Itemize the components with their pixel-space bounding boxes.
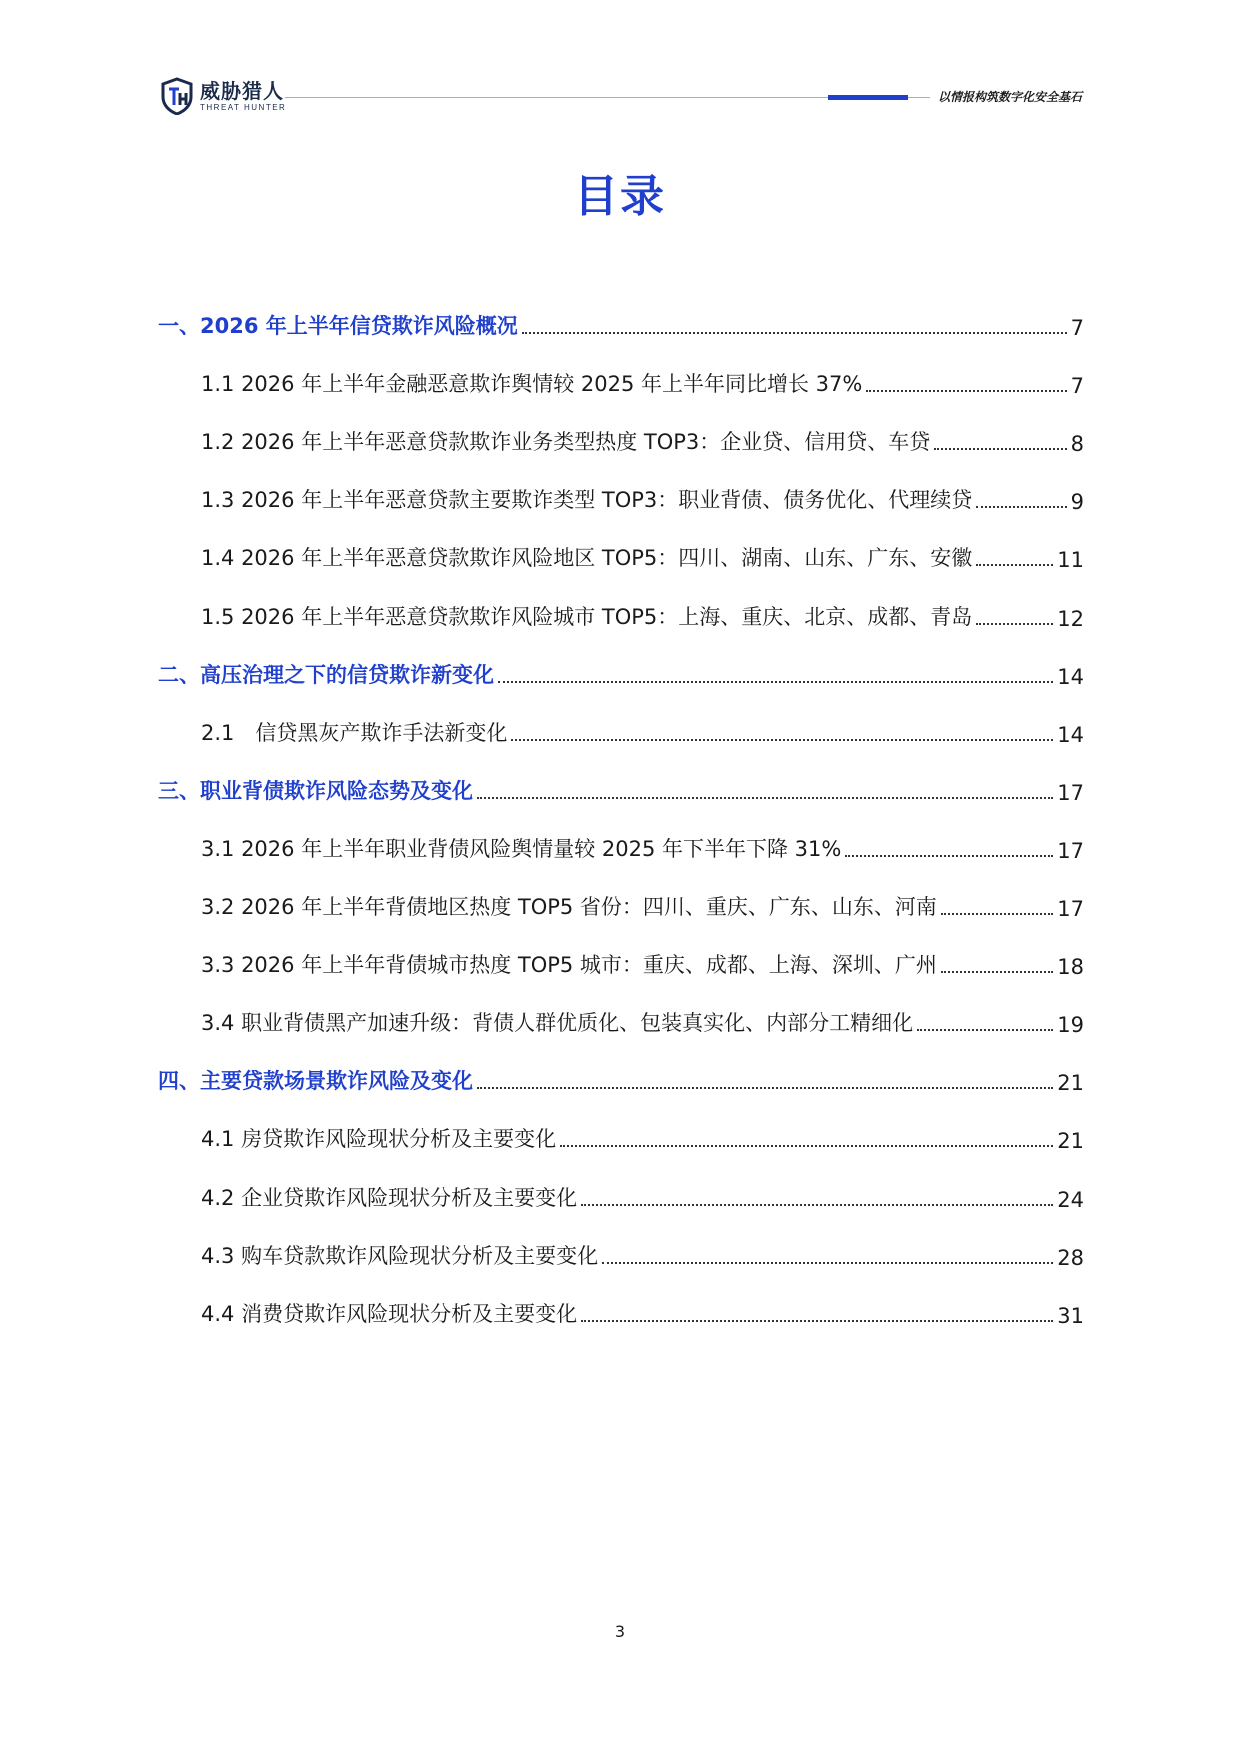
toc-entry-label: 1.3 2026 年上半年恶意贷款主要欺诈类型 TOP3：职业背债、债务优化、代理续贷 <box>201 488 973 513</box>
toc-dot-leader <box>477 797 1053 799</box>
toc-section-entry[interactable] <box>158 769 1084 805</box>
toc-dot-leader <box>560 1145 1053 1147</box>
toc-entry-label: 3.1 2026 年上半年职业背债风险舆情量较 2025 年下半年下降 31% <box>201 836 842 861</box>
toc-section-entry[interactable] <box>158 653 1084 689</box>
toc-page-number: 17 <box>1057 838 1084 863</box>
logo-english-name: THREAT HUNTER <box>200 102 287 112</box>
toc-subsection-entry[interactable] <box>201 1234 1084 1270</box>
toc-entry-label: 2.1 信贷黑灰产欺诈手法新变化 <box>201 720 508 745</box>
toc-dot-leader <box>866 390 1066 392</box>
page-title: 目录 <box>574 171 666 222</box>
toc-page-number: 21 <box>1057 1129 1084 1154</box>
toc-subsection-entry[interactable] <box>201 885 1084 921</box>
toc-page-number: 19 <box>1057 1013 1084 1038</box>
toc-subsection-entry[interactable] <box>201 1001 1084 1037</box>
toc-dot-leader <box>522 332 1067 334</box>
toc-page-number: 17 <box>1057 897 1084 921</box>
logo-chinese-name: 威胁猎人 <box>200 78 284 103</box>
toc-dot-leader <box>477 1087 1053 1089</box>
toc-entry-label: 4.1 房贷欺诈风险现状分析及主要变化 <box>201 1127 557 1152</box>
toc-entry-label: 三、职业背债欺诈风险态势及变化 <box>158 778 473 803</box>
toc-subsection-entry[interactable] <box>201 478 1084 514</box>
toc-entry-label: 3.4 职业背债黑产加速升级：背债人群优质化、包装真实化、内部分工精细化 <box>201 1011 914 1036</box>
toc-dot-leader <box>581 1320 1053 1322</box>
header-slogan: 以情报构筑数字化安全基石 <box>930 88 1082 105</box>
toc-dot-leader <box>511 739 1053 741</box>
toc-page-number: 24 <box>1057 1187 1084 1212</box>
toc-subsection-entry[interactable] <box>201 711 1084 747</box>
threat-hunter-logo <box>160 76 286 116</box>
toc-page-number: 17 <box>1057 780 1084 805</box>
toc-dot-leader <box>845 855 1053 857</box>
header-accent-bar <box>828 95 908 100</box>
toc-page-number: 18 <box>1057 955 1084 980</box>
toc-subsection-entry[interactable] <box>201 1176 1084 1212</box>
toc-entry-label: 3.3 2026 年上半年背债城市热度 TOP5 城市：重庆、成都、上海、深圳、广州 <box>201 953 937 978</box>
toc-section-entry[interactable] <box>158 304 1084 340</box>
toc-dot-leader <box>976 623 1053 625</box>
shield-logo-icon <box>160 77 194 115</box>
toc-subsection-entry[interactable] <box>201 943 1084 979</box>
toc-page-number: 21 <box>1057 1071 1084 1096</box>
page-header <box>160 76 1082 116</box>
toc-subsection-entry[interactable] <box>201 362 1084 398</box>
toc-entry-label: 4.2 企业贷欺诈风险现状分析及主要变化 <box>201 1185 578 1210</box>
toc-entry-label: 1.2 2026 年上半年恶意贷款欺诈业务类型热度 TOP3：企业贷、信用贷、车贷 <box>201 430 931 455</box>
toc-dot-leader <box>498 681 1053 683</box>
toc-entry-label: 1.4 2026 年上半年恶意贷款欺诈风险地区 TOP5：四川、湖南、山东、广东、安徽 <box>201 546 973 571</box>
toc-subsection-entry[interactable] <box>201 536 1084 572</box>
toc-page-number: 7 <box>1070 374 1084 399</box>
toc-page-number: 12 <box>1057 606 1084 631</box>
toc-entry-label: 4.4 消费贷欺诈风险现状分析及主要变化 <box>201 1301 578 1326</box>
toc-page-number: 9 <box>1070 490 1084 515</box>
toc-dot-leader <box>976 506 1066 508</box>
toc-subsection-entry[interactable] <box>201 1117 1084 1153</box>
toc-entry-label: 二、高压治理之下的信贷欺诈新变化 <box>158 662 494 687</box>
toc-page-number: 7 <box>1070 316 1084 340</box>
toc-page-number: 14 <box>1057 722 1084 747</box>
toc-entry-label: 1.1 2026 年上半年金融恶意欺诈舆情较 2025 年上半年同比增长 37% <box>201 372 863 397</box>
toc-dot-leader <box>941 913 1053 915</box>
toc-page-number: 14 <box>1057 664 1084 689</box>
toc-dot-leader <box>976 564 1053 566</box>
toc-dot-leader <box>581 1204 1053 1206</box>
toc-dot-leader <box>941 971 1053 973</box>
toc-page-number: 31 <box>1057 1303 1084 1328</box>
toc-entry-label: 3.2 2026 年上半年背债地区热度 TOP5 省份：四川、重庆、广东、山东、河南 <box>201 895 937 919</box>
toc-dot-leader <box>917 1029 1053 1031</box>
toc-subsection-entry[interactable] <box>201 420 1084 456</box>
toc-subsection-entry[interactable] <box>201 827 1084 863</box>
toc-page-number: 28 <box>1057 1245 1084 1270</box>
toc-entry-label: 一、2026 年上半年信贷欺诈风险概况 <box>158 314 518 338</box>
toc-entry-label: 4.3 购车贷款欺诈风险现状分析及主要变化 <box>201 1243 599 1268</box>
page-number: 3 <box>614 1622 626 1641</box>
toc-dot-leader <box>934 448 1066 450</box>
toc-page-number: 8 <box>1070 432 1084 457</box>
toc-subsection-entry[interactable] <box>201 1292 1084 1328</box>
toc-page-number: 11 <box>1057 548 1084 573</box>
toc-subsection-entry[interactable] <box>201 595 1084 631</box>
toc-entry-label: 四、主要贷款场景欺诈风险及变化 <box>158 1069 473 1094</box>
toc-section-entry[interactable] <box>158 1059 1084 1095</box>
toc-dot-leader <box>602 1262 1053 1264</box>
toc-entry-label: 1.5 2026 年上半年恶意贷款欺诈风险城市 TOP5：上海、重庆、北京、成都、青岛 <box>201 604 973 629</box>
